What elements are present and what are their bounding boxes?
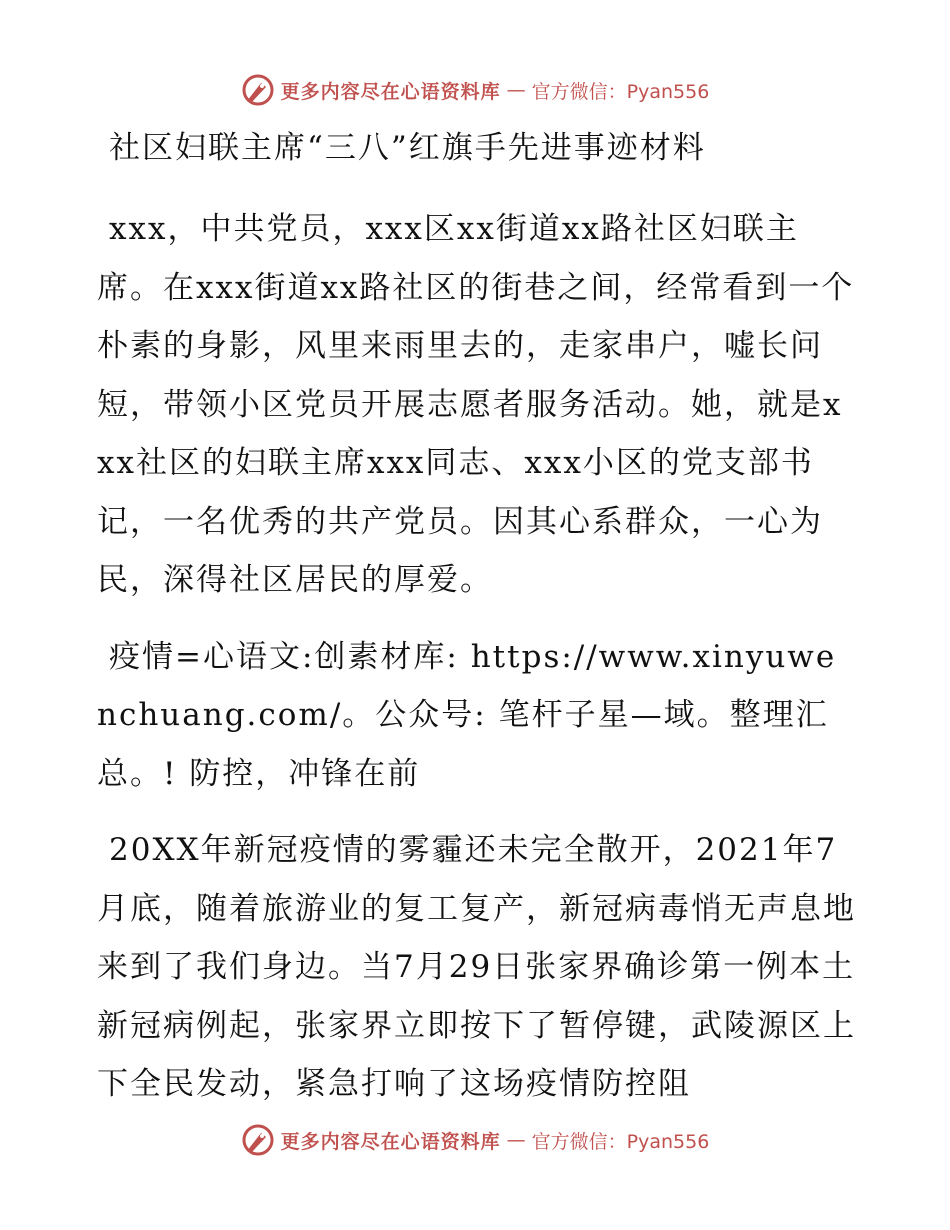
- paragraph-epidemic: 20XX年新冠疫情的雾霾还未完全散开，2021年7月底，随着旅游业的复工复产，新冠病毒悄无声息地来到了我们身边。当7月29日张家界确诊第一例本土新冠病例起，张家界立即按下了暂停键，武陵源区上下全民发动，紧急打响了这场疫情防控阻: [97, 832, 856, 1102]
- watermark-account: 官方微信：Pyan556: [531, 1130, 710, 1153]
- watermark-text: 更多内容尽在心语资料库: [280, 80, 501, 103]
- watermark-account: 官方微信：Pyan556: [531, 80, 710, 103]
- footer-watermark: [0, 1120, 950, 1160]
- paragraph-source-note: 疫情=心语文:创素材库: https://www.xinyuwenchuang.com/。公众号: 笔杆子星—域。整理汇总。! 防控，冲锋在前: [97, 638, 837, 792]
- document-title: 社区妇联主席“三八”红旗手先进事迹材料: [109, 130, 706, 166]
- header-watermark: [0, 70, 950, 110]
- watermark-dash: —: [506, 1129, 526, 1151]
- paragraph-intro: xxx，中共党员，xxx区xx街道xx路社区妇联主席。在xxx街道xx路社区的街巷之间，经常看到一个朴素的身影，风里来雨里去的，走家串户，嘘长问短，带领小区党员开展志愿者服务活动。她，就是xxx社区的妇联主席xxx同志、xxx小区的党支部书记，一名优秀的共产党员。因其心系群众，一心为民，深得社区居民的厚爱。: [97, 211, 855, 598]
- watermark-text: 更多内容尽在心语资料库: [280, 1130, 501, 1153]
- document-body: [97, 120, 857, 1132]
- watermark-dash: —: [506, 79, 526, 101]
- pen-nib-logo-icon: [241, 73, 275, 107]
- pen-nib-logo-icon: [241, 1123, 275, 1157]
